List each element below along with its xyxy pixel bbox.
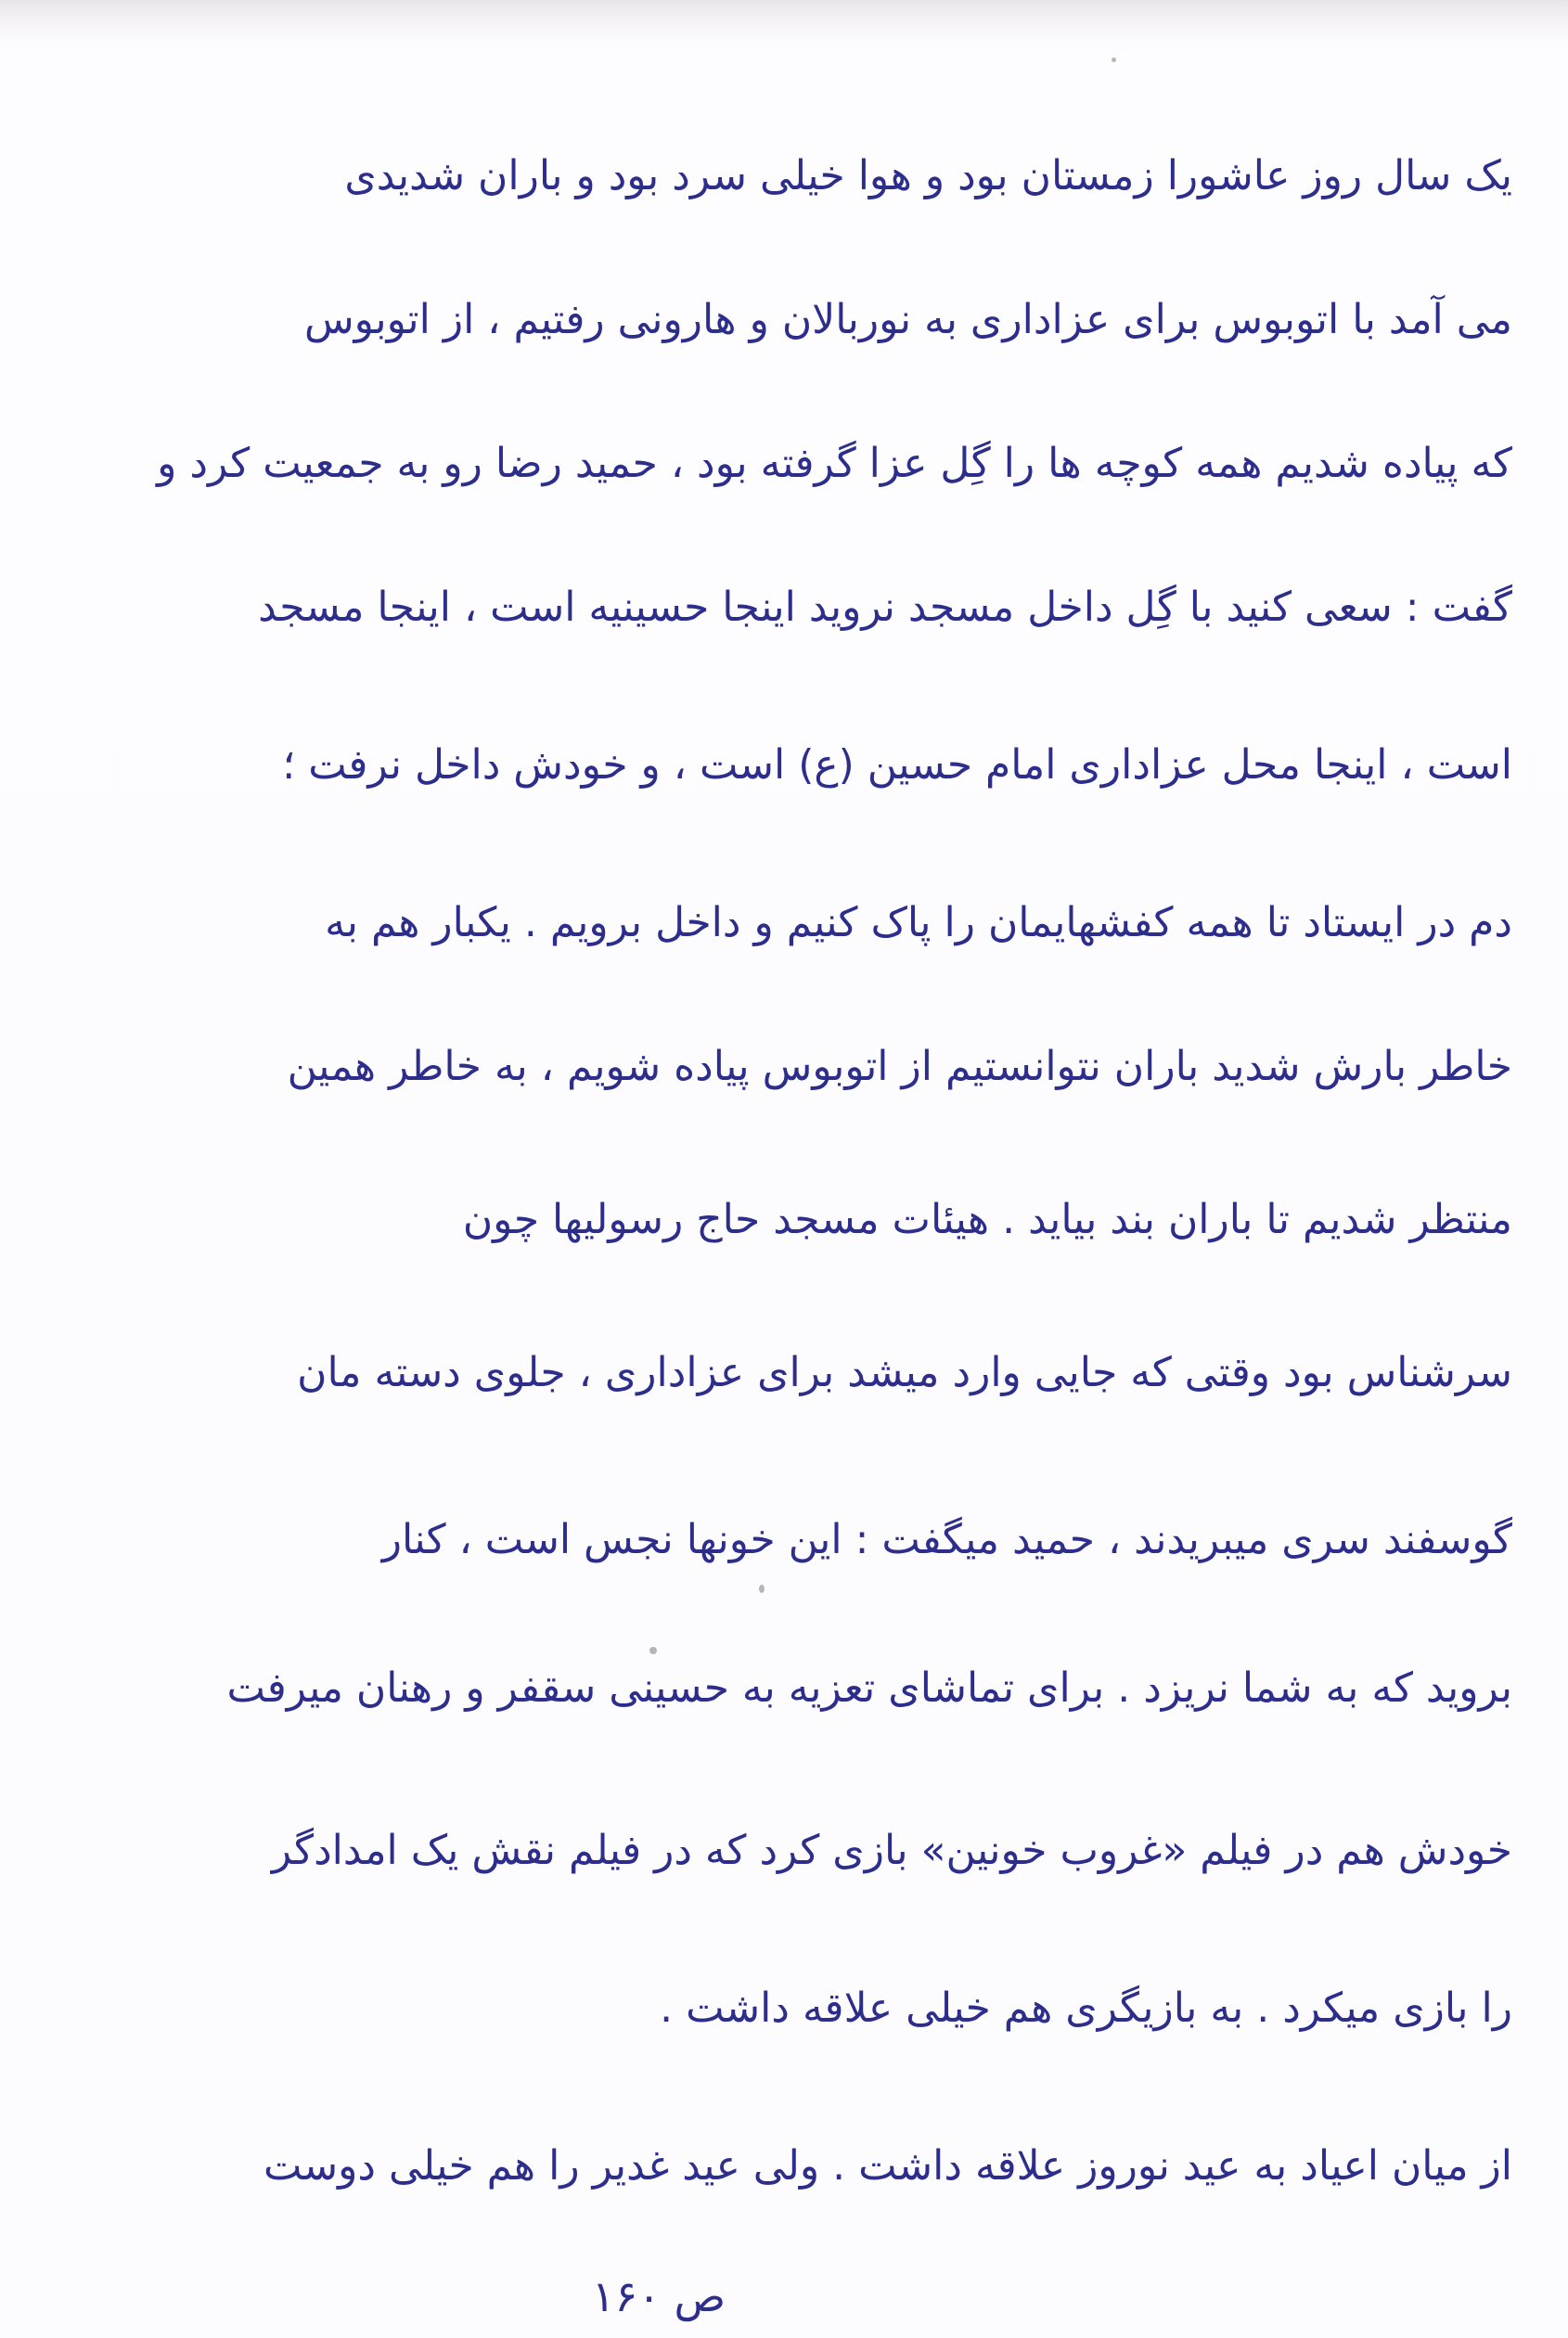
text-line-1: یک سال روز عاشورا زمستان بود و هوا خیلی سرد بود و باران شدیدی <box>344 152 1512 199</box>
page-number: ص ۱۶۰ <box>591 2271 726 2321</box>
text-line-3: که پیاده شدیم همه کوچه ها را گِل عزا گرفته بود ، حمید رضا رو به جمعیت کرد و <box>157 440 1512 487</box>
text-line-2: می آمد با اتوبوس برای عزاداری به نوربالان و هارونی رفتیم ، از اتوبوس <box>303 296 1512 343</box>
page-top-edge <box>0 0 1568 37</box>
text-line-7: خاطر بارش شدید باران نتوانستیم از اتوبوس پیاده شویم ، به خاطر همین <box>287 1043 1512 1090</box>
text-line-13: را بازی میکرد . به بازیگری هم خیلی علاقه داشت . <box>660 1985 1512 2032</box>
text-line-14: از میان اعیاد به عید نوروز علاقه داشت . ولی عید غدیر را هم خیلی دوست <box>263 2142 1512 2190</box>
text-line-12: خودش هم در فیلم «غروب خونین» بازی کرد که در فیلم نقش یک امدادگر <box>271 1827 1512 1874</box>
text-line-11: بروید که به شما نریزد . برای تماشای تعزیه به حسینی سقفر و رهنان میرفت <box>226 1664 1512 1712</box>
paper-speck <box>649 1647 657 1654</box>
text-line-6: دم در ایستاد تا همه کفشهایمان را پاک کنیم و داخل برویم . یکبار هم به <box>325 899 1512 946</box>
paper-speck <box>1112 58 1116 62</box>
text-line-10: گوسفند سری میبریدند ، حمید میگفت : این خونها نجس است ، کنار <box>381 1516 1512 1563</box>
text-line-9: سرشناس بود وقتی که جایی وارد میشد برای عزاداری ، جلوی دسته مان <box>297 1349 1512 1396</box>
text-line-5: است ، اینجا محل عزاداری امام حسین (ع) است ، و خودش داخل نرفت ؛ <box>282 741 1512 789</box>
paper-speck <box>759 1585 765 1593</box>
text-line-4: گفت : سعی کنید با گِل داخل مسجد نروید اینجا حسینیه است ، اینجا مسجد <box>258 584 1512 631</box>
text-line-8: منتظر شدیم تا باران بند بیاید . هیئات مسجد حاج رسولیها چون <box>462 1196 1512 1243</box>
